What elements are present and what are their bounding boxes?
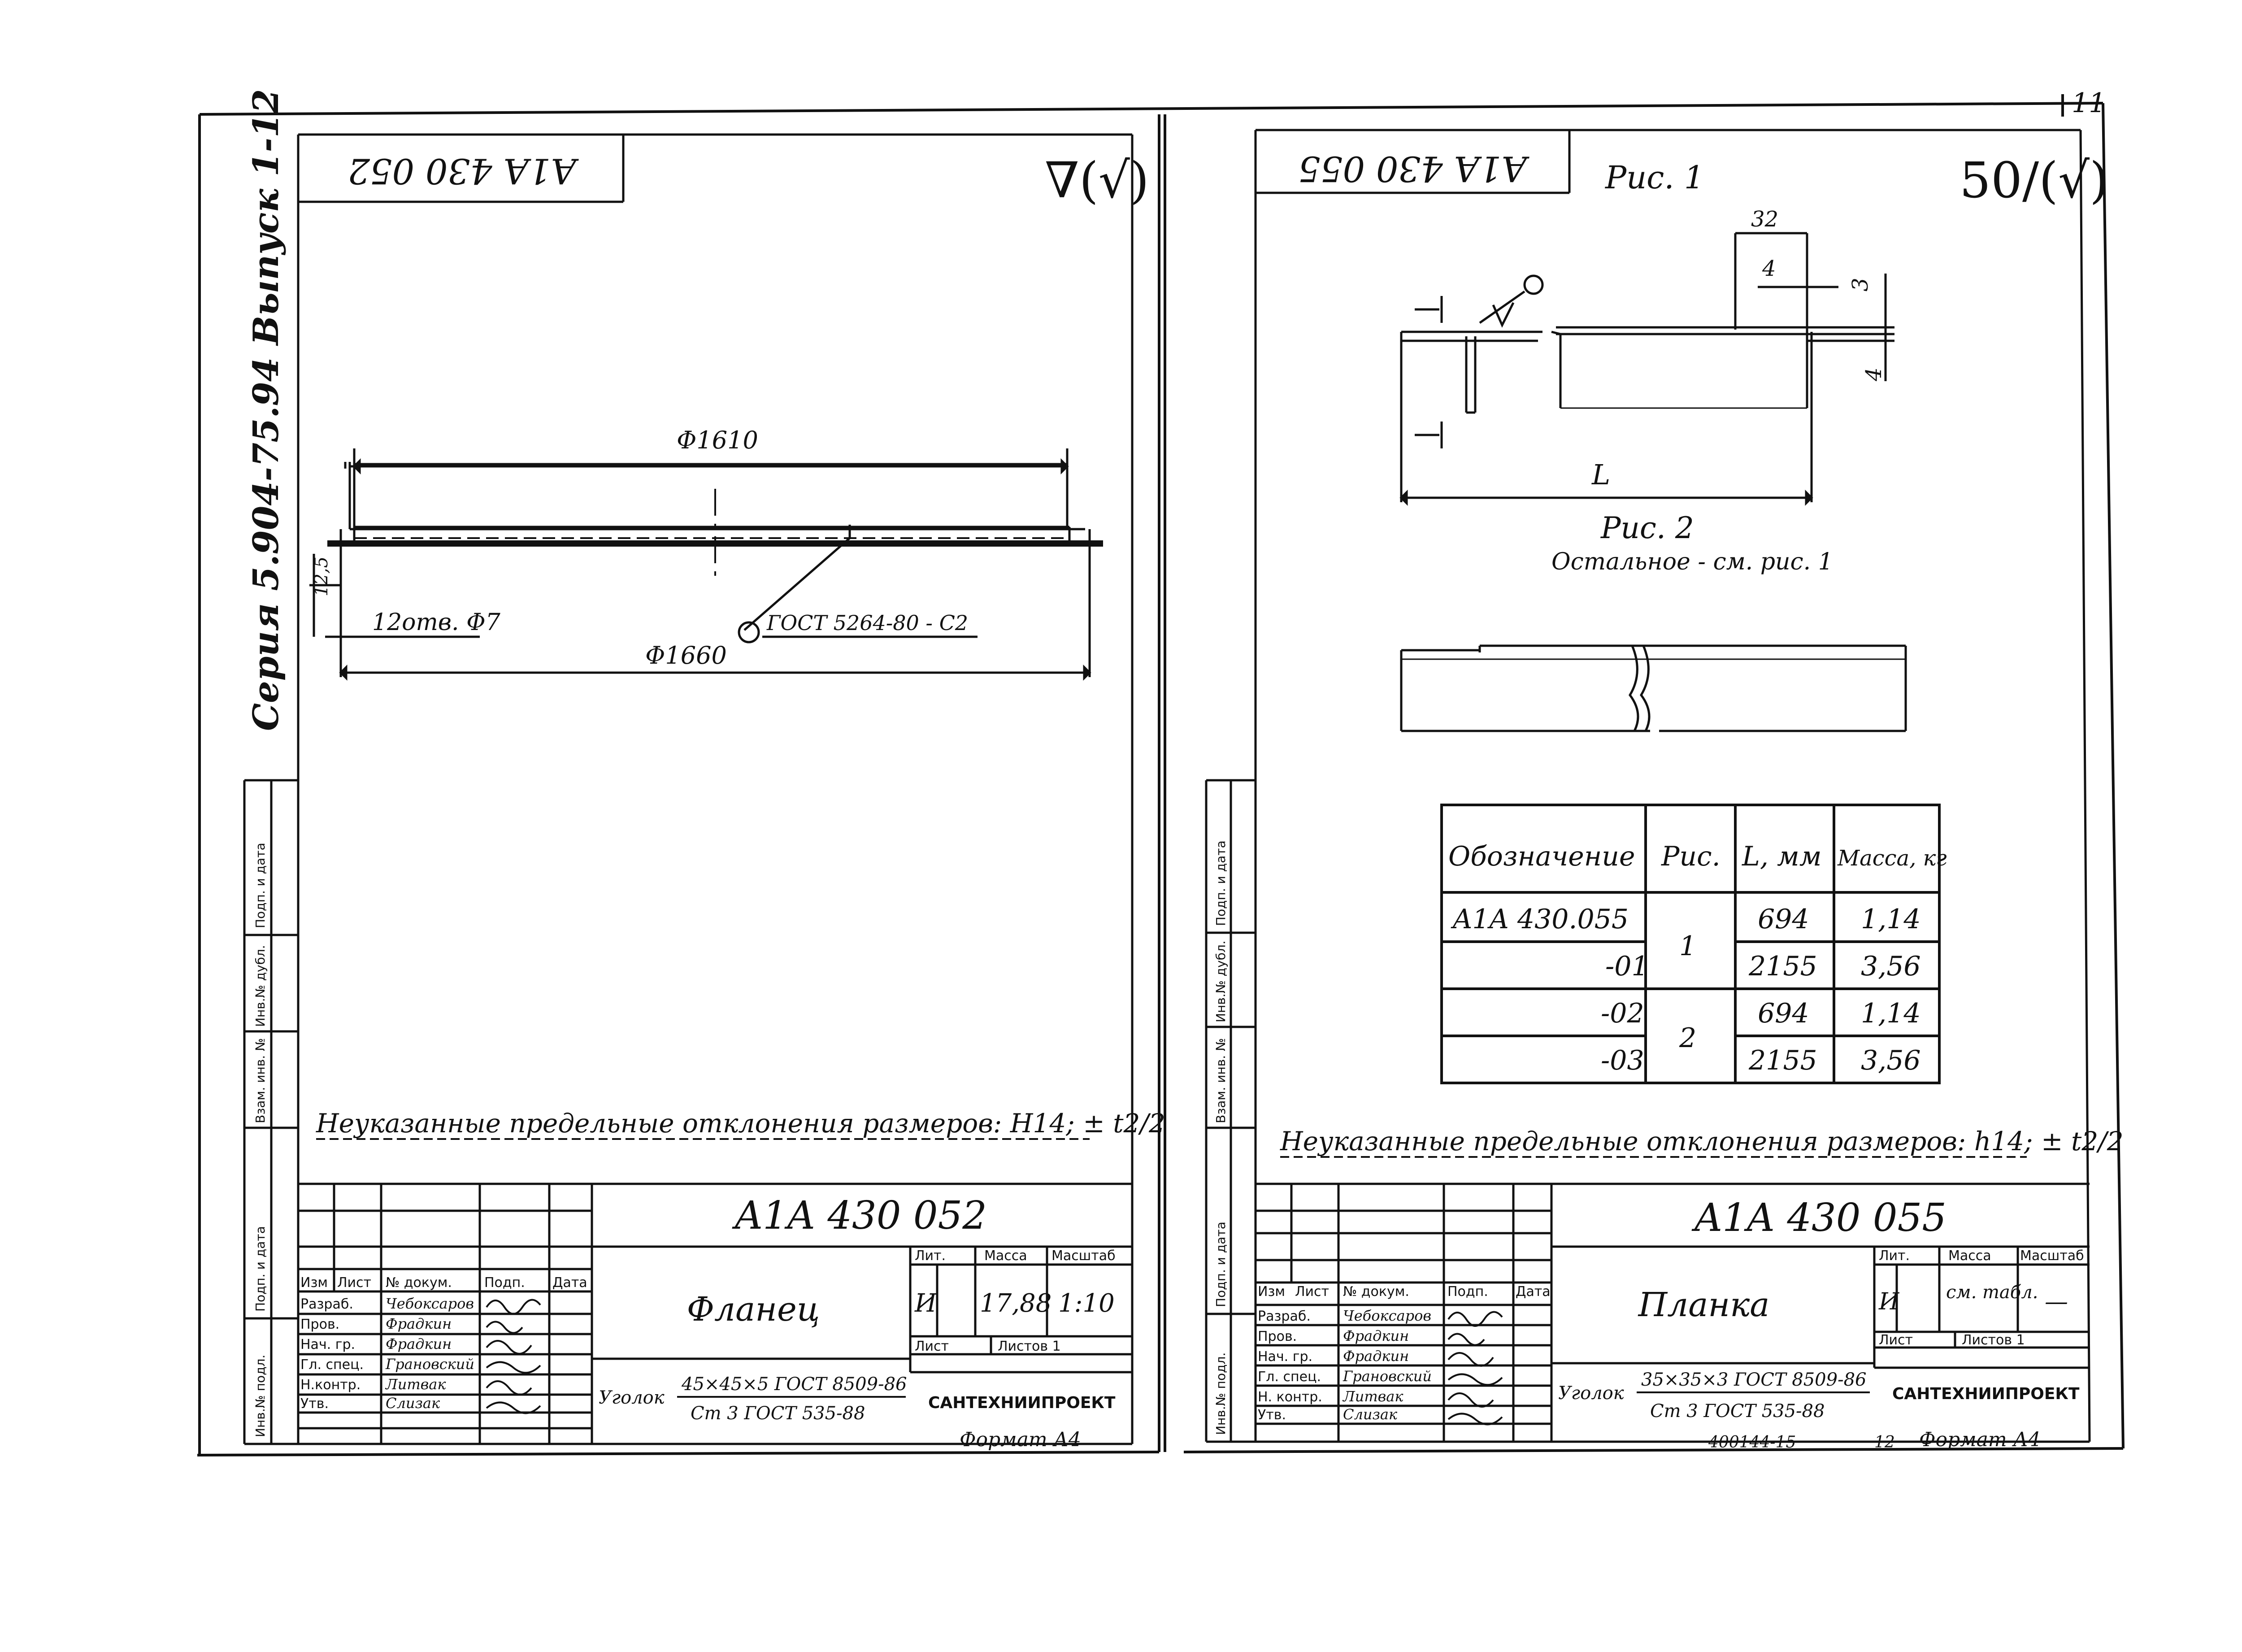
r-col-doc: № докум. <box>1343 1284 1409 1300</box>
r-role-3: Гл. спец. <box>1258 1369 1321 1385</box>
person-4: Литвак <box>386 1376 446 1393</box>
r-side-label-2: Взам. инв. № <box>1213 1038 1228 1123</box>
side-label-orig-inv: Инв.№ подл. <box>253 1354 268 1437</box>
table-cell-r1-c3: 3,56 <box>1861 951 1921 982</box>
r-role-2: Нач. гр. <box>1258 1349 1313 1365</box>
dim-bottom-label: Φ1660 <box>645 641 727 669</box>
table-cell-r0-c0: A1A 430.055 <box>1453 904 1629 935</box>
side-label-sign-date-1: Подп. и дата <box>253 843 268 928</box>
r-material-prefix: Уголок <box>1558 1383 1624 1404</box>
col-list: Лист <box>337 1275 372 1291</box>
table-header-length: L, мм <box>1742 841 1822 872</box>
side-label-sign-date-2: Подп. и дата <box>253 1226 268 1312</box>
table-header-fig: Рис. <box>1661 841 1721 872</box>
stamp-code: A1A 430 052 <box>348 150 576 191</box>
r-col-date: Дата <box>1516 1284 1551 1300</box>
table-cell-r3-c3: 3,56 <box>1861 1045 1921 1076</box>
title-name: Фланец <box>687 1290 820 1329</box>
table-cell-r1-c0: -01 <box>1605 951 1649 982</box>
r-lit-value: И <box>1879 1288 1899 1315</box>
col-sign: Подп. <box>484 1275 525 1291</box>
stamp-code-right: A1A 430 055 <box>1298 148 1527 189</box>
person-3: Грановский <box>386 1356 474 1373</box>
r-side-label-1: Инв.№ дубл. <box>1213 940 1228 1022</box>
table-cell-r3-c0: -03 <box>1601 1045 1644 1076</box>
r-person-3: Грановский <box>1343 1368 1432 1385</box>
fig2-note: Остальное - см. рис. 1 <box>1551 548 1833 575</box>
r-lit-label: Лит. <box>1879 1248 1910 1264</box>
mass-value: 17,88 <box>980 1289 1052 1318</box>
table-cell-r0-c1: 1 <box>1679 930 1697 962</box>
r-sheet-label: Лист <box>1879 1332 1913 1348</box>
surface-mark-right: 50∕(√) <box>1960 152 2109 209</box>
r-person-0: Чебоксаров <box>1343 1307 1431 1324</box>
role-3: Гл. спец. <box>300 1357 364 1373</box>
role-5: Утв. <box>300 1396 329 1412</box>
r-side-label-3: Подп. и дата <box>1213 1222 1228 1307</box>
dim-L: L <box>1592 458 1611 491</box>
r-mass-value: см. табл. <box>1946 1282 2038 1303</box>
scale-value: 1:10 <box>1058 1289 1115 1318</box>
table-cell-r2-c1: 2 <box>1679 1022 1697 1054</box>
title-designation-right: A1A 430 055 <box>1695 1196 1947 1240</box>
outer-frame <box>197 94 2123 1455</box>
holes-label: 12отв. Φ7 <box>372 609 500 636</box>
role-0: Разраб. <box>300 1296 353 1312</box>
table-header-mass: Масса, кг <box>1838 846 1947 871</box>
material-top: 45×45×5 ГОСТ 8509-86 <box>682 1374 907 1395</box>
org-name: САНТЕХНИИПРОЕКТ <box>928 1394 1116 1412</box>
dim-3: 3 <box>1848 278 1873 291</box>
r-material-top: 35×35×3 ГОСТ 8509-86 <box>1641 1369 1867 1390</box>
r-person-5: Слизак <box>1343 1406 1398 1423</box>
dim-4b: 4 <box>1861 367 1886 381</box>
r-person-2: Фрадкин <box>1343 1348 1409 1365</box>
r-side-label-0: Подп. и дата <box>1213 840 1228 926</box>
fig1-label: Рис. 1 <box>1605 159 1704 196</box>
tolerance-note-right: Неуказанные предельные отклонения размеров: h14; ± t2/2 <box>1280 1126 2124 1156</box>
role-4: Н.контр. <box>300 1377 361 1393</box>
r-role-4: Н. контр. <box>1258 1389 1322 1405</box>
role-2: Нач. гр. <box>300 1337 356 1352</box>
title-name-right: Планка <box>1638 1286 1770 1324</box>
table-cell-r2-c2: 694 <box>1758 998 1809 1029</box>
sheets-label: Листов 1 <box>998 1339 1061 1354</box>
signatures-right <box>1448 1312 1502 1425</box>
r-col-list: Лист <box>1295 1284 1330 1300</box>
sheet-number: 12 <box>1874 1433 1895 1452</box>
format-label-right: Формат А4 <box>1919 1428 2041 1451</box>
role-1: Пров. <box>300 1317 340 1332</box>
surface-mark: ∇(√) <box>1045 152 1149 209</box>
fig2-label: Рис. 2 <box>1601 511 1694 545</box>
dim-32: 32 <box>1751 207 1779 232</box>
mass-label: Масса <box>984 1248 1027 1264</box>
r-mass-label: Масса <box>1948 1248 1991 1264</box>
table-cell-r1-c2: 2155 <box>1749 951 1817 982</box>
r-person-1: Фрадкин <box>1343 1327 1409 1344</box>
table-cell-r2-c3: 1,14 <box>1861 998 1921 1029</box>
fig2-drawing <box>1401 646 1906 731</box>
r-role-5: Утв. <box>1258 1407 1286 1423</box>
dim-side-label: 12,5 <box>311 556 332 596</box>
flange-drawing <box>327 462 1103 578</box>
r-scale-value: — <box>2045 1288 2068 1315</box>
dim-4a: 4 <box>1762 256 1776 281</box>
dim-top-label: Φ1610 <box>677 426 758 454</box>
fig1-drawing <box>1401 233 1894 503</box>
r-material-bottom: Ст 3 ГОСТ 535-88 <box>1650 1401 1825 1422</box>
table-header-designation: Обозначение <box>1448 841 1635 872</box>
r-sheets-label: Листов 1 <box>1962 1332 2025 1348</box>
col-date: Дата <box>552 1275 587 1291</box>
scale-label: Масштаб <box>1051 1248 1116 1264</box>
person-1: Фрадкин <box>386 1315 452 1332</box>
person-5: Слизак <box>386 1395 440 1412</box>
col-izm: Изм <box>300 1275 328 1291</box>
material-bottom: Ст 3 ГОСТ 535-88 <box>691 1403 865 1424</box>
signatures <box>487 1300 540 1413</box>
dimension-lines <box>350 462 1067 529</box>
table-cell-r3-c2: 2155 <box>1749 1045 1817 1076</box>
lit-label: Лит. <box>915 1248 946 1264</box>
side-label-dup-inv: Инв.№ дубл. <box>253 945 268 1027</box>
page-number: 11 <box>2072 87 2106 119</box>
sheet-label: Лист <box>915 1339 949 1354</box>
table-cell-r0-c3: 1,14 <box>1861 904 1921 935</box>
r-col-sign: Подп. <box>1447 1284 1488 1300</box>
series-note: Серия 5.904-75.94 Выпуск 1-12 <box>246 89 287 731</box>
format-label: Формат А4 <box>960 1428 1081 1451</box>
r-person-4: Литвак <box>1343 1388 1403 1405</box>
side-label-replace-inv: Взам. инв. № <box>253 1038 268 1123</box>
person-0: Чебоксаров <box>386 1295 474 1312</box>
lit-value: И <box>915 1289 937 1318</box>
r-scale-label: Масштаб <box>2020 1248 2084 1264</box>
title-designation: A1A 430 052 <box>735 1193 987 1238</box>
tolerance-note: Неуказанные предельные отклонения размеров: Н14; ± t2/2 <box>316 1108 1165 1139</box>
doc-number: 400144-15 <box>1708 1433 1796 1452</box>
r-role-1: Пров. <box>1258 1329 1297 1344</box>
material-prefix: Уголок <box>599 1387 665 1408</box>
person-2: Фрадкин <box>386 1335 452 1352</box>
r-col-izm: Изм <box>1258 1284 1286 1300</box>
table-cell-r0-c2: 694 <box>1758 904 1809 935</box>
weld-label: ГОСТ 5264-80 - С2 <box>767 611 969 635</box>
col-doc: № докум. <box>386 1275 452 1291</box>
table-cell-r2-c0: -02 <box>1601 998 1644 1029</box>
r-org-name: САНТЕХНИИПРОЕКТ <box>1892 1385 2080 1403</box>
r-role-0: Разраб. <box>1258 1309 1311 1324</box>
r-side-label-4: Инв.№ подл. <box>1213 1352 1228 1435</box>
